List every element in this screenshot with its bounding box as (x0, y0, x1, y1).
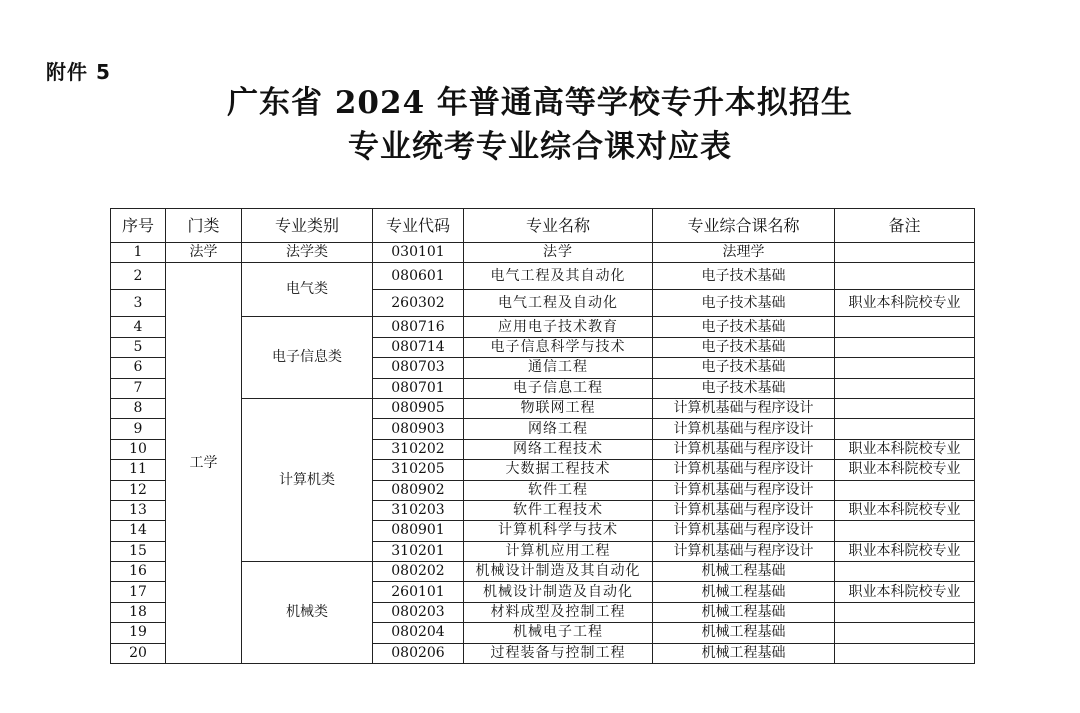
major-code: 080905 (373, 398, 464, 418)
course-name: 电子技术基础 (653, 263, 835, 290)
row-no: 15 (111, 541, 166, 561)
major-code: 080701 (373, 378, 464, 398)
header-category: 门类 (166, 209, 242, 243)
remark (835, 562, 975, 582)
header-remark: 备注 (835, 209, 975, 243)
subcategory-cell: 法学类 (242, 243, 373, 263)
major-code: 080716 (373, 317, 464, 337)
category-cell: 法学 (166, 243, 242, 263)
row-no: 4 (111, 317, 166, 337)
major-code: 080703 (373, 358, 464, 378)
remark (835, 243, 975, 263)
row-no: 16 (111, 562, 166, 582)
subcategory-cell: 计算机类 (242, 398, 373, 561)
attachment-label: 附件 5 (46, 60, 111, 84)
subcategory-cell: 电子信息类 (242, 317, 373, 399)
course-name: 机械工程基础 (653, 623, 835, 643)
row-no: 11 (111, 460, 166, 480)
major-name: 网络工程 (464, 419, 653, 439)
category-cell: 工学 (166, 263, 242, 664)
major-code: 310203 (373, 500, 464, 520)
major-name: 法学 (464, 243, 653, 263)
course-name: 机械工程基础 (653, 562, 835, 582)
major-name: 计算机科学与技术 (464, 521, 653, 541)
row-no: 13 (111, 500, 166, 520)
row-no: 19 (111, 623, 166, 643)
major-name: 电气工程及自动化 (464, 290, 653, 317)
course-name: 计算机基础与程序设计 (653, 439, 835, 459)
row-no: 12 (111, 480, 166, 500)
header-row (111, 209, 975, 243)
course-name: 电子技术基础 (653, 378, 835, 398)
course-name: 计算机基础与程序设计 (653, 398, 835, 418)
major-name: 电子信息工程 (464, 378, 653, 398)
course-name: 机械工程基础 (653, 602, 835, 622)
major-name: 材料成型及控制工程 (464, 602, 653, 622)
course-name: 机械工程基础 (653, 643, 835, 663)
major-code: 260101 (373, 582, 464, 602)
course-name: 计算机基础与程序设计 (653, 480, 835, 500)
major-name: 电子信息科学与技术 (464, 337, 653, 357)
major-name: 应用电子技术教育 (464, 317, 653, 337)
major-code: 080901 (373, 521, 464, 541)
course-name: 计算机基础与程序设计 (653, 500, 835, 520)
header-no: 序号 (111, 209, 166, 243)
major-code: 310205 (373, 460, 464, 480)
table-row (111, 263, 975, 290)
remark (835, 263, 975, 290)
row-no: 10 (111, 439, 166, 459)
major-name: 大数据工程技术 (464, 460, 653, 480)
major-code: 310201 (373, 541, 464, 561)
row-no: 8 (111, 398, 166, 418)
remark (835, 317, 975, 337)
major-code: 080902 (373, 480, 464, 500)
header-course-name: 专业综合课名称 (653, 209, 835, 243)
remark: 职业本科院校专业 (835, 541, 975, 561)
course-name: 电子技术基础 (653, 337, 835, 357)
major-name: 计算机应用工程 (464, 541, 653, 561)
row-no: 17 (111, 582, 166, 602)
remark: 职业本科院校专业 (835, 460, 975, 480)
document-title-line1: 广东省 2024 年普通高等学校专升本拟招生 (227, 85, 853, 121)
major-name: 过程装备与控制工程 (464, 643, 653, 663)
course-name: 计算机基础与程序设计 (653, 419, 835, 439)
major-code: 080203 (373, 602, 464, 622)
remark (835, 378, 975, 398)
row-no: 1 (111, 243, 166, 263)
major-name: 软件工程 (464, 480, 653, 500)
remark: 职业本科院校专业 (835, 290, 975, 317)
remark (835, 398, 975, 418)
course-name: 计算机基础与程序设计 (653, 541, 835, 561)
row-no: 6 (111, 358, 166, 378)
remark (835, 337, 975, 357)
remark (835, 521, 975, 541)
major-code: 080204 (373, 623, 464, 643)
table-row (111, 243, 975, 263)
major-code: 080903 (373, 419, 464, 439)
major-code: 080601 (373, 263, 464, 290)
remark: 职业本科院校专业 (835, 582, 975, 602)
major-name: 机械设计制造及其自动化 (464, 562, 653, 582)
subcategory-cell: 电气类 (242, 263, 373, 317)
major-name: 电气工程及其自动化 (464, 263, 653, 290)
remark: 职业本科院校专业 (835, 439, 975, 459)
major-name: 软件工程技术 (464, 500, 653, 520)
course-name: 计算机基础与程序设计 (653, 460, 835, 480)
row-no: 7 (111, 378, 166, 398)
major-name: 通信工程 (464, 358, 653, 378)
remark (835, 623, 975, 643)
major-code: 030101 (373, 243, 464, 263)
row-no: 3 (111, 290, 166, 317)
major-code: 310202 (373, 439, 464, 459)
course-name: 电子技术基础 (653, 290, 835, 317)
major-code: 080202 (373, 562, 464, 582)
row-no: 18 (111, 602, 166, 622)
row-no: 5 (111, 337, 166, 357)
row-no: 20 (111, 643, 166, 663)
major-course-table (110, 208, 975, 664)
major-name: 机械设计制造及自动化 (464, 582, 653, 602)
course-name: 机械工程基础 (653, 582, 835, 602)
subcategory-cell: 机械类 (242, 562, 373, 664)
row-no: 14 (111, 521, 166, 541)
row-no: 2 (111, 263, 166, 290)
major-code: 080206 (373, 643, 464, 663)
document-title-line2: 专业统考专业综合课对应表 (348, 129, 732, 165)
major-code: 260302 (373, 290, 464, 317)
remark (835, 643, 975, 663)
course-name: 电子技术基础 (653, 358, 835, 378)
course-name: 法理学 (653, 243, 835, 263)
major-name: 物联网工程 (464, 398, 653, 418)
row-no: 9 (111, 419, 166, 439)
major-name: 网络工程技术 (464, 439, 653, 459)
remark (835, 358, 975, 378)
remark (835, 480, 975, 500)
major-name: 机械电子工程 (464, 623, 653, 643)
header-major-name: 专业名称 (464, 209, 653, 243)
header-code: 专业代码 (373, 209, 464, 243)
remark (835, 419, 975, 439)
remark (835, 602, 975, 622)
remark: 职业本科院校专业 (835, 500, 975, 520)
course-name: 电子技术基础 (653, 317, 835, 337)
header-subcategory: 专业类别 (242, 209, 373, 243)
course-name: 计算机基础与程序设计 (653, 521, 835, 541)
major-code: 080714 (373, 337, 464, 357)
